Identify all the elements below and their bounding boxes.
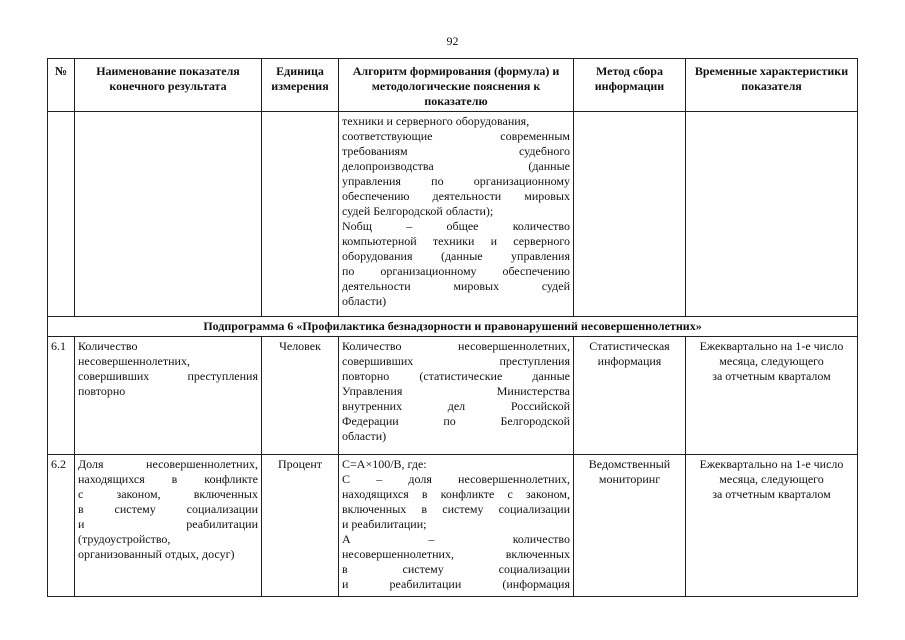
table-row (48, 337, 858, 455)
text-line: в систему социализации (342, 562, 570, 576)
cell-num (48, 112, 75, 317)
text-line: месяца, следующего (719, 354, 824, 368)
text-line: включенных в систему социализации (342, 502, 570, 516)
subprogram-row (48, 317, 858, 337)
indicator-name (75, 337, 262, 455)
text-line: совершивших преступления (78, 369, 258, 383)
text-line: организованный отдых, досуг) (78, 547, 235, 561)
text-line: обеспечению деятельности мировых (342, 189, 570, 203)
text-line: A – количество (342, 532, 570, 546)
text-line: совершивших преступления (342, 354, 570, 368)
page-number: 92 (446, 34, 459, 48)
algorithm-text (339, 337, 574, 455)
text-line: Количество (78, 339, 138, 353)
header-unit: Единица измерения (262, 59, 339, 112)
unit-of-measure: Человек (262, 337, 339, 455)
text-line: с законом, включенных (78, 487, 258, 501)
text-line: Управления Министерства (342, 384, 570, 398)
cell-name (75, 112, 262, 317)
row-number: 6.2 (48, 455, 75, 597)
text-line: Федерации по Белгородской (342, 414, 570, 428)
indicator-name (75, 455, 262, 597)
text-line: и реабилитации; (342, 517, 427, 531)
indicators-table (47, 58, 858, 597)
text-line: требованиям судебного (342, 144, 570, 158)
text-line: месяца, следующего (719, 472, 824, 486)
text-line: за отчетным кварталом (712, 487, 831, 501)
text-line: деятельности мировых судей (342, 279, 570, 293)
row-number: 6.1 (48, 337, 75, 455)
cell-unit (262, 112, 339, 317)
text-line: и реабилитации (78, 517, 258, 531)
text-line: мониторинг (598, 472, 661, 486)
text-line: делопроизводства (данные (342, 159, 570, 173)
algorithm-text (339, 455, 574, 597)
text-line: Ежеквартально на 1-е число (699, 457, 844, 471)
text-line: области) (342, 294, 387, 308)
text-line: судей Белгородской области); (342, 204, 494, 218)
text-line: и реабилитации (информация (342, 577, 570, 591)
text-line: находящихся в конфликте (78, 472, 258, 486)
text-line: области) (342, 429, 387, 443)
text-line: Ведомственный (588, 457, 671, 471)
text-line: управления по организационному (342, 174, 570, 188)
header-timing: Временные характеристики показателя (686, 59, 858, 112)
text-line: (трудоустройство, (78, 532, 171, 546)
text-line: компьютерной техники и серверного (342, 234, 570, 248)
cell-timing (686, 112, 858, 317)
text-line: оборудования (данные управления (342, 249, 570, 263)
cell-method (574, 112, 686, 317)
text-line: несовершеннолетних, (78, 354, 190, 368)
text-line: информация (597, 354, 662, 368)
text-line: C=A×100/B, где: (342, 457, 427, 471)
table-row (48, 455, 858, 597)
timing-characteristics (686, 337, 858, 455)
unit-of-measure: Процент (262, 455, 339, 597)
text-line: повторно (78, 384, 126, 398)
text-line: находящихся в конфликте с законом, (342, 487, 570, 501)
text-line: Nобщ – общее количество (342, 219, 570, 233)
text-line: техники и серверного оборудования, (342, 114, 530, 128)
timing-characteristics (686, 455, 858, 597)
text-line: Ежеквартально на 1-е число (699, 339, 844, 353)
header-algorithm: Алгоритм формирования (формула) и методологические пояснения к показателю (339, 59, 574, 112)
text-line: C – доля несовершеннолетних, (342, 472, 570, 486)
collection-method (574, 455, 686, 597)
cell-algorithm (339, 112, 574, 317)
text-line: в систему социализации (78, 502, 258, 516)
text-line: Доля несовершеннолетних, (78, 457, 258, 471)
continuation-row (48, 112, 858, 317)
subprogram-title: Подпрограмма 6 «Профилактика безнадзорности и правонарушений несовершеннолетних» (48, 317, 858, 337)
table-header-row (48, 59, 858, 112)
text-line: Количество несовершеннолетних, (342, 339, 570, 353)
text-line: соответствующие современным (342, 129, 570, 143)
text-line: за отчетным кварталом (712, 369, 831, 383)
header-name: Наименование показателя конечного результата (75, 59, 262, 112)
text-line: внутренних дел Российской (342, 399, 570, 413)
text-line: по организационному обеспечению (342, 264, 570, 278)
collection-method (574, 337, 686, 455)
text-line: Статистическая (589, 339, 670, 353)
header-num: № (48, 59, 75, 112)
text-line: повторно (статистические данные (342, 369, 570, 383)
header-method: Метод сбора информации (574, 59, 686, 112)
text-line: несовершеннолетних, включенных (342, 547, 570, 561)
